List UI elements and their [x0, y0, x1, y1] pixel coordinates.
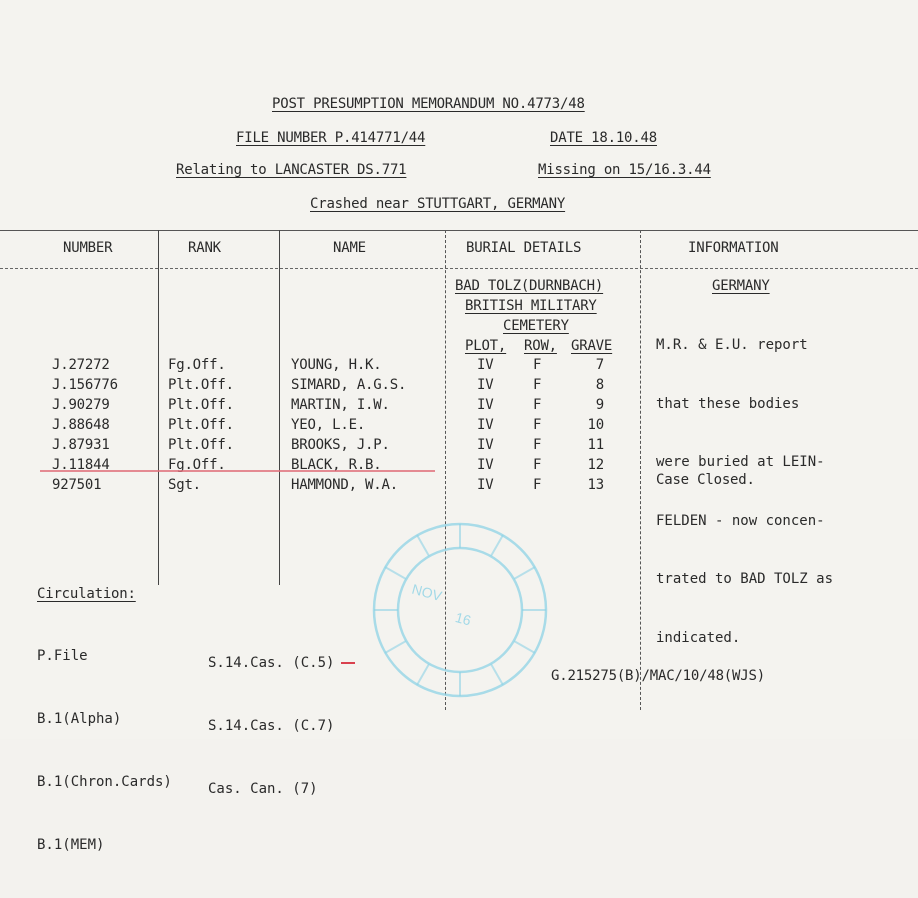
cell-rank: Fg.Off.	[168, 357, 226, 373]
cell-row: F	[533, 457, 542, 473]
circulation-heading: Circulation:	[37, 586, 136, 602]
cell-plot: IV	[477, 477, 494, 493]
cell-grave: 13	[587, 477, 604, 493]
info-line: were buried at LEIN-	[656, 454, 825, 470]
column-divider	[279, 230, 280, 585]
info-heading: GERMANY	[712, 278, 770, 294]
cell-name: YOUNG, H.K.	[291, 357, 382, 373]
cell-row: F	[533, 417, 542, 433]
info-line: M.R. & E.U. report	[656, 337, 808, 353]
burial-place-line: BAD TOLZ(DURNBACH)	[455, 278, 604, 294]
cell-grave: 10	[587, 417, 604, 433]
cell-number: J.87931	[52, 437, 110, 453]
info-line: that these bodies	[656, 395, 800, 412]
reference-number: G.215275(B)/MAC/10/48(WJS)	[551, 668, 765, 684]
burial-place-line: BRITISH MILITARY	[465, 298, 597, 314]
circulation-item: S.14.Cas. (C.7)	[208, 718, 335, 734]
received-stamp	[365, 515, 555, 705]
circulation-item: B.1(Chron.Cards)	[37, 774, 172, 790]
circulation-item: P.File	[37, 648, 88, 664]
circulation-item: B.1(Alpha)	[37, 711, 122, 727]
cell-plot: IV	[477, 417, 494, 433]
cell-plot: IV	[477, 397, 494, 413]
circulation-item: B.1(MEM)	[37, 837, 105, 853]
cell-grave: 8	[595, 377, 604, 393]
cell-rank: Plt.Off.	[168, 417, 234, 433]
cell-grave: 7	[595, 357, 604, 373]
cell-row: F	[533, 377, 542, 393]
stamp-day: 16	[453, 609, 473, 629]
info-line: FELDEN - now concen-	[656, 512, 825, 529]
header-burial: BURIAL DETAILS	[466, 240, 582, 256]
cell-rank: Sgt.	[168, 477, 201, 493]
header-information: INFORMATION	[688, 240, 779, 256]
cell-rank: Plt.Off.	[168, 437, 234, 453]
cell-number: J.11844	[52, 457, 110, 473]
file-number: FILE NUMBER P.414771/44	[236, 130, 426, 146]
cell-plot: IV	[477, 377, 494, 393]
missing-on: Missing on 15/16.3.44	[538, 162, 711, 178]
column-divider	[640, 230, 641, 710]
memo-date: DATE 18.10.48	[550, 130, 657, 146]
relating-to: Relating to LANCASTER DS.771	[176, 162, 407, 178]
cell-row: F	[533, 477, 542, 493]
cell-name: BROOKS, J.P.	[291, 437, 390, 453]
info-line: indicated.	[656, 629, 741, 646]
cell-name: MARTIN, I.W.	[291, 397, 390, 413]
cell-plot: IV	[477, 457, 494, 473]
cell-name: YEO, L.E.	[291, 417, 366, 433]
circulation-right	[208, 611, 334, 842]
burial-place-line: CEMETERY	[503, 318, 569, 334]
cell-number: J.90279	[52, 397, 110, 413]
case-closed: Case Closed.	[656, 472, 755, 488]
burial-col-row: ROW,	[524, 338, 557, 354]
burial-col-plot: PLOT,	[465, 338, 507, 354]
red-dash-mark	[341, 662, 355, 664]
cell-plot: IV	[477, 437, 494, 453]
cell-number: J.156776	[52, 377, 118, 393]
cell-grave: 9	[595, 397, 604, 413]
cell-number: 927501	[52, 477, 102, 493]
stamp-month: NOV	[410, 580, 444, 605]
burial-col-grave: GRAVE	[571, 338, 613, 354]
cell-grave: 11	[587, 437, 604, 453]
cell-name: SIMARD, A.G.S.	[291, 377, 407, 393]
cell-rank: Fg.Off.	[168, 457, 226, 473]
red-underline-mark	[40, 470, 435, 472]
info-line: trated to BAD TOLZ as	[656, 571, 834, 587]
cell-name: BLACK, R.B.	[291, 457, 382, 473]
cell-rank: Plt.Off.	[168, 377, 234, 393]
info-text	[656, 297, 833, 687]
memo-title: POST PRESUMPTION MEMORANDUM NO.4773/48	[272, 96, 585, 112]
table-top-rule	[0, 230, 918, 231]
column-divider	[158, 230, 159, 585]
header-name: NAME	[333, 240, 366, 256]
cell-row: F	[533, 397, 542, 413]
cell-row: F	[533, 357, 542, 373]
header-number: NUMBER	[63, 240, 113, 256]
cell-plot: IV	[477, 357, 494, 373]
header-bottom-rule	[0, 268, 918, 269]
cell-rank: Plt.Off.	[168, 397, 234, 413]
circulation-item: S.14.Cas. (C.5)	[208, 655, 335, 671]
circulation-left	[37, 604, 172, 898]
cell-row: F	[533, 437, 542, 453]
circulation-item: Cas. Can. (7)	[208, 781, 318, 797]
header-rank: RANK	[188, 240, 221, 256]
cell-number: J.27272	[52, 357, 110, 373]
cell-number: J.88648	[52, 417, 110, 433]
cell-name: HAMMOND, W.A.	[291, 477, 398, 493]
crash-location: Crashed near STUTTGART, GERMANY	[310, 196, 566, 212]
cell-grave: 12	[587, 457, 604, 473]
